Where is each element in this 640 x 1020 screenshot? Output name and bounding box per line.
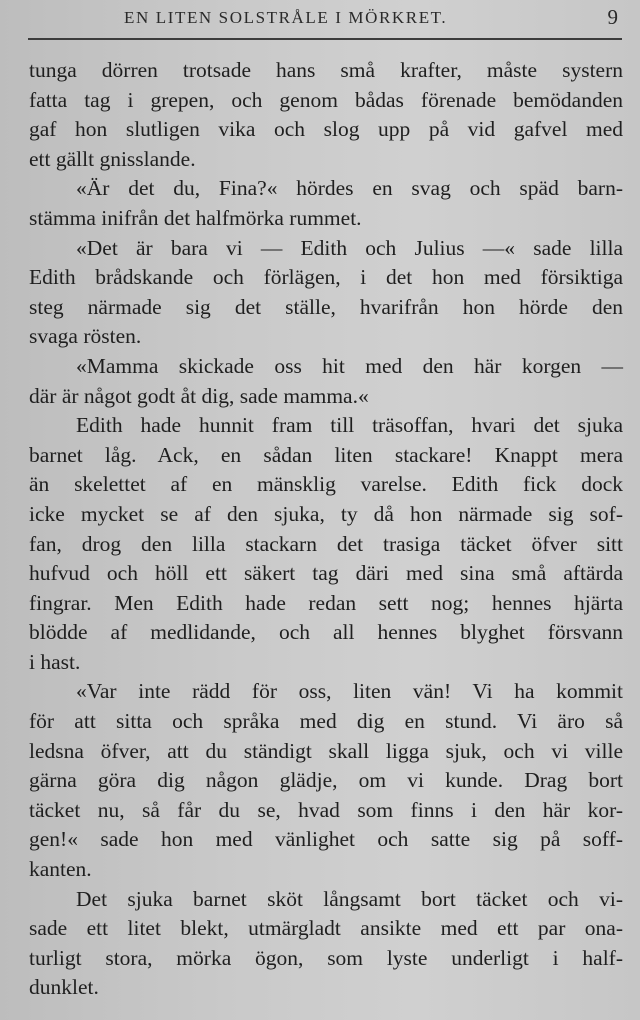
text-line: i hast. bbox=[29, 649, 81, 674]
text-line: svaga rösten. bbox=[29, 324, 142, 349]
running-head bbox=[28, 6, 620, 34]
text-line: Det sjuka barnet sköt långsamt bort täcket och vi- bbox=[76, 886, 623, 911]
text-line: för att sitta och språka med dig en stund. Vi äro så bbox=[29, 709, 623, 734]
text-line: turligt stora, mörka ögon, som lyste underligt i half- bbox=[29, 945, 623, 970]
text-line: gen!« sade hon med vänlighet och satte sig på soff- bbox=[29, 827, 623, 852]
text-line: barnet låg. Ack, en sådan liten stackare! Knappt mera bbox=[29, 442, 623, 467]
text-line: fan, drog den lilla stackarn det trasiga täcket öfver sitt bbox=[29, 531, 623, 556]
text-line: icke mycket se af den sjuka, ty då hon närmade sig sof- bbox=[29, 501, 623, 526]
body-text bbox=[29, 56, 623, 1003]
text-line: «Det är bara vi — Edith och Julius —« sade lilla bbox=[76, 235, 623, 260]
text-line: Edith hade hunnit fram till träsoffan, hvari det sjuka bbox=[76, 413, 623, 438]
text-line: steg närmade sig det ställe, hvarifrån hon hörde den bbox=[29, 294, 623, 319]
text-line: ett gällt gnisslande. bbox=[29, 146, 196, 171]
text-line: fatta tag i grepen, och genom bådas förenade bemödanden bbox=[29, 87, 623, 112]
text-line: kanten. bbox=[29, 857, 92, 882]
text-line: hufvud och höll ett säkert tag däri med sina små aftärda bbox=[29, 561, 623, 586]
text-line: gaf hon slutligen vika och slog upp på vid gafvel med bbox=[29, 117, 623, 142]
header-rule bbox=[28, 38, 622, 40]
text-line: Edith brådskande och förlägen, i det hon med försiktiga bbox=[29, 265, 623, 290]
text-line: tunga dörren trotsade hans små krafter, måste systern bbox=[29, 58, 623, 82]
text-line: än skelettet af en mänsklig varelse. Edith fick dock bbox=[29, 472, 623, 497]
page-number: 9 bbox=[607, 5, 618, 29]
text-line: dunklet. bbox=[29, 975, 99, 1000]
text-line: «Är det du, Fina?« hördes en svag och späd barn- bbox=[76, 176, 623, 201]
text-line: stämma inifrån det halfmörka rummet. bbox=[29, 205, 362, 230]
text-line: blödde af medlidande, och all hennes blyghet försvann bbox=[29, 620, 623, 645]
text-line: sade ett litet blekt, utmärgladt ansikte med ett par ona- bbox=[29, 916, 623, 941]
text-line: «Var inte rädd för oss, liten vän! Vi ha kommit bbox=[76, 679, 623, 704]
text-line: fingrar. Men Edith hade redan sett nog; hennes hjärta bbox=[29, 590, 623, 615]
text-line: ledsna öfver, att du ständigt skall ligga sjuk, och vi ville bbox=[29, 738, 623, 763]
text-line: «Mamma skickade oss hit med den här korgen — bbox=[76, 353, 623, 378]
text-line: där är något godt åt dig, sade mamma.« bbox=[29, 383, 369, 408]
running-title: EN LITEN SOLSTRÅLE I MÖRKRET. bbox=[124, 8, 448, 27]
text-line: gärna göra dig någon glädje, om vi kunde. Drag bort bbox=[29, 768, 623, 793]
text-line: täcket nu, så får du se, hvad som finns i den här kor- bbox=[29, 797, 623, 822]
